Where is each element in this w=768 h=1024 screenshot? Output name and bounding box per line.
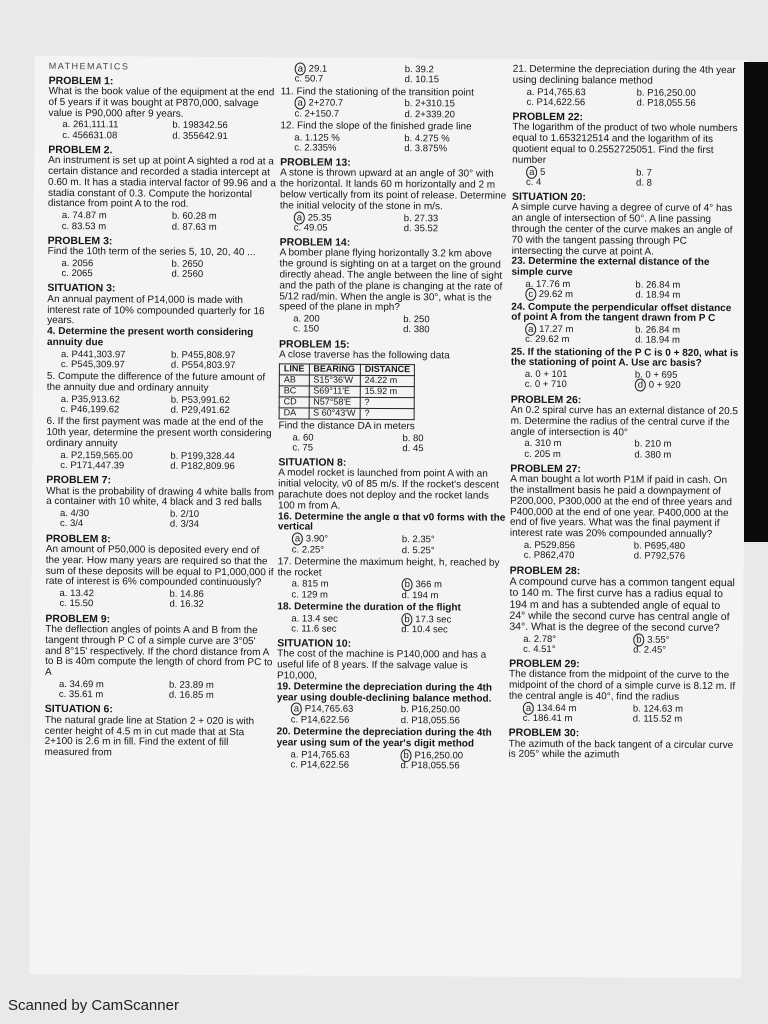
problem-text: A simple curve having a degree of curve of 4° has an angle of intersection of 50°. A line passing through the center of the curve makes an angle of 70 with the tangent passing through PC intersecting the curve at point A. [511, 202, 733, 258]
choice: a 25.35 [294, 213, 398, 224]
table-row [279, 386, 414, 398]
circled-answer-mark: c [525, 288, 536, 301]
choices [280, 213, 508, 235]
scan-edge-shadow [744, 62, 768, 542]
problem-text: A man bought a lot worth P1M if paid in cash. On the installment basis he paid a downpayment of P200,000, P300,000 at the end of three years and P400,000 at the end of one year. P400,000 at the end of five years. What was the final payment if interest rate was 20% compounded annually? [509, 473, 732, 541]
choice: d. 3/34 [169, 519, 200, 531]
table-cell: CD [279, 397, 309, 408]
choice: b. 26.84 m [635, 279, 681, 291]
problem-block [277, 557, 505, 601]
problem-block [509, 728, 737, 762]
choice: d. 16.85 m [168, 689, 214, 702]
choice: c. 4 [526, 176, 542, 188]
problem-text: A model rocket is launched from point A with an initial velocity, v0 of 85 m/s. If the rocket's descent parachute does not deploy and the rocket lands 100 m from A. [278, 467, 499, 512]
choice: d. 2.45° [633, 644, 667, 656]
choice: b 17.3 sec [401, 615, 505, 626]
choice: b. 2650 [171, 258, 204, 270]
choice: d. P18,055.56 [400, 714, 460, 727]
problem-heading: SITUATION 3: [47, 282, 116, 295]
choice: d. P792,576 [633, 550, 686, 563]
problem-text: An amount of P50,000 is deposited every end of the year. How many years are required so that the sum of these deposits will be equal to P1,000,000 if rate of interest is 6% compounded continuously? [45, 543, 274, 589]
choices [277, 614, 505, 636]
choice: b. 210 m [634, 438, 672, 451]
choice: d. 3.875% [404, 142, 448, 155]
table-cell: S69°11'E [309, 386, 360, 397]
choice: d. 355642.91 [172, 130, 228, 142]
problem-text: The logarithm of the product of two whole numbers equal to 1.653212514 and the logarithm of its quotient equal to 0.2552725051. Find the first number [512, 122, 738, 166]
choice: a. 2.78° [523, 633, 557, 645]
choice: c. 15.50 [59, 598, 94, 610]
choice: d. 18.94 m [635, 289, 681, 302]
problem-block [512, 192, 740, 259]
choice: a. P14,765.63 [290, 748, 350, 761]
problem-text: An annual payment of P14,000 is made with interest rate of 10% compounded quarterly for 16 years. [47, 293, 265, 327]
choices [509, 634, 737, 656]
choice: a. 17.76 m [525, 278, 571, 291]
choices [280, 99, 508, 121]
choice: c. 49.05 [293, 222, 328, 234]
problem-text: 4. Determine the present worth considering annuity due [47, 326, 254, 349]
choice: b. 2.35° [401, 534, 435, 546]
choices [45, 680, 273, 702]
circled-answer-mark: b [401, 749, 412, 762]
choice: d 0 + 920 [635, 381, 739, 392]
circled-answer-mark: b [633, 633, 644, 646]
problem-text: 16. Determine the angle α that v0 forms with the vertical [277, 510, 506, 533]
circled-answer-mark: a [294, 97, 305, 110]
problem-text: 20. Determine the depreciation during the 4th year using sum of the year's digit method [276, 726, 492, 750]
choices [47, 350, 275, 372]
problem-block [45, 534, 273, 611]
choice: d. 16.32 [169, 599, 204, 611]
choice: b. 39.2 [404, 64, 434, 76]
choice: b. 26.84 m [635, 324, 681, 336]
choice: d. P182,809.96 [170, 460, 235, 472]
choice: b. 124.63 m [632, 703, 684, 715]
problem-heading: PROBLEM 30: [508, 726, 580, 740]
problem-heading: PROBLEM 22: [512, 110, 584, 124]
problem-heading: SITUATION 20: [511, 190, 586, 204]
choice: a. P441,303.97 [60, 348, 126, 361]
problem-block [276, 727, 504, 771]
choice: c. 3/4 [59, 518, 84, 530]
choice: b 3.55° [633, 635, 737, 646]
choice: c. 150 [293, 323, 320, 336]
problem-text: The natural grade line at Station 2 + 020 is with center height of 4.5 m in cut made that at Sta 2+100 is 2.6 m in fill. Find the extent of fill measured from [44, 714, 255, 759]
problem-block [46, 475, 274, 531]
problem-block [510, 464, 739, 563]
table-cell: S15°36'W [309, 375, 360, 386]
choice: b. P16,250.00 [636, 87, 696, 99]
table-cell: BEARING [309, 364, 360, 375]
choice: a 134.64 m [523, 704, 627, 715]
choice: d. 115.52 m [632, 713, 683, 725]
problem-heading: PROBLEM 8: [45, 532, 111, 545]
table-cell: DA [279, 408, 309, 419]
choices [510, 541, 738, 563]
problem-text: The distance from the midpoint of the curve to the midpoint of the chord of a simple curve is 8.12 m. If the central angle is 40°, find the radius [508, 669, 736, 703]
choice: d. 2+339.20 [404, 108, 455, 120]
table-cell: ? [360, 408, 414, 419]
choice: a. 310 m [524, 438, 562, 450]
problem-block [280, 121, 508, 155]
choice: c. P545,309.97 [60, 358, 125, 371]
table-cell: 15.92 m [360, 386, 414, 397]
table-row [279, 364, 414, 376]
choices [278, 433, 506, 455]
problem-text: 18. Determine the duration of the flight [277, 601, 461, 614]
problem-heading: PROBLEM 1: [48, 74, 114, 88]
choice: b. 14.86 [169, 588, 204, 600]
problem-block [45, 704, 273, 760]
choice: c. 35.61 m [58, 689, 104, 701]
choices [511, 370, 739, 392]
choices [47, 259, 275, 281]
choices [510, 439, 738, 461]
choice: b. P53,991.62 [170, 394, 230, 406]
choice: a. 261,111.11 [62, 119, 119, 131]
choice: a. 200 [293, 313, 320, 325]
circled-answer-mark: b [401, 613, 412, 626]
problem-heading: PROBLEM 29: [509, 657, 580, 671]
problem-heading: PROBLEM 27: [510, 462, 581, 476]
choice: a. 2056 [61, 257, 94, 270]
choice: a. P35,913.62 [60, 393, 120, 406]
problem-block [510, 394, 738, 461]
choices [276, 750, 504, 772]
table-cell: DISTANCE [360, 364, 414, 375]
problem-text: An 0.2 spiral curve has an external distance of 20.5 m. Determine the radius of the central curve if the angle of intersection is 40° [510, 404, 739, 439]
problem-text: 12. Find the slope of the finished grade line [280, 120, 472, 133]
choice: a. P14,765.63 [526, 86, 586, 98]
problem-block [511, 347, 739, 391]
scanned-sheet [29, 56, 747, 978]
choice: c. 2.335% [294, 142, 337, 154]
choice: c. P14,622.56 [290, 714, 350, 726]
choice: c. 2065 [61, 268, 93, 280]
choice: b. 80 [402, 432, 424, 444]
column-3 [509, 65, 741, 763]
column-1 [45, 62, 277, 760]
choice: b. 198342.56 [172, 120, 228, 132]
choice: b. P695,480 [633, 540, 686, 552]
choice: a. P529,856 [523, 539, 576, 552]
problem-heading: PROBLEM 26: [510, 393, 582, 406]
problem-block [280, 87, 508, 121]
problem-text: 19. Determine the depreciation during the 4th year using double-declining balance method. [276, 681, 493, 705]
choices [48, 211, 276, 233]
choice: a. P2,159,565.00 [60, 449, 133, 462]
problem-text: 24. Compute the perpendicular offset distance of point A from the tangent drawn from P C [511, 301, 732, 325]
problem-text: 6. If the first payment was made at the end of the 10th year, determine the present worth considering ordinary annuity [46, 416, 272, 450]
problem-block [277, 638, 505, 683]
choices [509, 703, 737, 725]
choice: b. P455,808.97 [170, 349, 236, 361]
choice: b. P199,328.44 [170, 450, 235, 462]
choices [512, 167, 740, 189]
choice: c. P14,622.56 [290, 759, 350, 771]
problem-text: Find the distance DA in meters [278, 420, 415, 433]
choice: d. 10.15 [404, 74, 440, 86]
problem-block [279, 237, 508, 336]
problem-block [281, 64, 509, 86]
choice: a. 815 m [291, 578, 329, 590]
problem-heading: SITUATION 6: [44, 703, 113, 716]
problem-text: What is the book value of the equipment at the end of 5 years if it was bought at P870,000, salvage value is P90,000 after 9 years. [48, 85, 275, 120]
problem-heading: SITUATION 10: [277, 637, 352, 650]
choices [280, 133, 508, 155]
choice: d. 8 [636, 177, 652, 189]
problem-block [513, 65, 741, 109]
column-2 [276, 63, 508, 773]
problem-text: 25. If the stationing of the P C is 0 + 820, what is the stationing of point A. Use arc basis? [510, 346, 739, 370]
problem-text: A bomber plane flying horizontally 3.2 km above the ground is sighting on at a target on the ground directly ahead. The angle between the line of sight and the path of the plane is changing at the rate of 5/12 rad/min. When the angle is 30°, what is the speed of the plane in mph? [279, 247, 503, 314]
choice: b. 7 [636, 167, 653, 179]
circled-answer-mark: a [295, 62, 306, 75]
problem-heading: PROBLEM 14: [279, 236, 351, 249]
choice: a. 60 [292, 432, 314, 444]
table-row [279, 397, 414, 409]
circled-answer-mark: a [291, 703, 302, 716]
choices [277, 580, 505, 602]
problem-block [509, 659, 737, 726]
choice: d. 2560 [171, 268, 204, 280]
choice: b. 27.33 [403, 212, 439, 224]
choice: a. 4/30 [59, 508, 90, 520]
problem-block [280, 157, 508, 234]
problem-heading: PROBLEM 13: [280, 156, 351, 169]
choices [278, 535, 506, 557]
choice: a P14,765.63 [291, 705, 395, 716]
circled-answer-mark: a [526, 165, 537, 178]
choice: d. 87.63 m [171, 221, 217, 233]
problem-heading: SITUATION 8: [278, 456, 347, 469]
problem-text: 17. Determine the maximum height, h, reached by the rocket [277, 556, 500, 579]
choice: c 29.62 m [525, 290, 629, 301]
choice: d. 380 m [634, 449, 672, 461]
choice: d. P18,055.56 [636, 97, 696, 109]
problem-block [278, 457, 506, 513]
choice: d. 380 [403, 324, 430, 336]
problem-block [47, 236, 275, 281]
problem-text: 5. Compute the difference of the future amount of the annuity due and ordinary annuity [46, 371, 266, 394]
traverse-table [279, 363, 416, 420]
choices [511, 325, 739, 347]
problem-heading: PROBLEM 3: [47, 234, 113, 248]
choice: d. 45 [402, 442, 424, 455]
table-cell: S 60°43'W [309, 408, 360, 419]
problem-block [48, 145, 277, 233]
choice: b. 2/10 [169, 508, 200, 520]
problem-text: 23. Determine the external distance of the simple curve [511, 256, 710, 279]
choice: c. 205 m [524, 448, 561, 460]
choices [48, 120, 276, 142]
problem-block [511, 257, 739, 301]
choices [513, 87, 741, 109]
problem-block [512, 112, 740, 189]
choice: c. 186.41 m [522, 712, 573, 725]
choice: c. 2.25° [291, 543, 325, 556]
choices [511, 280, 739, 302]
choice: c. 11.6 sec [291, 623, 337, 635]
choice: a 5 [526, 167, 630, 178]
problem-block [48, 76, 276, 143]
choice: b. P16,250.00 [400, 704, 461, 716]
table-cell: N57°58'E [309, 397, 360, 408]
table-row [279, 375, 414, 387]
problem-text: Find the 10th term of the series 5, 10, 20, 40 ... [47, 245, 256, 259]
choice: b. 250 [403, 314, 430, 326]
choice: a. 13.4 sec [291, 613, 338, 625]
choice: d. 10.4 sec [401, 623, 448, 636]
circled-answer-mark: a [523, 702, 534, 715]
problem-heading: PROBLEM 2. [48, 143, 113, 157]
choice: a 29.1 [295, 64, 399, 75]
choice: d. P18,055.56 [400, 759, 460, 772]
choices [47, 395, 275, 417]
scanner-watermark: Scanned by CamScanner [8, 997, 179, 1014]
choice: d. P29,491.62 [170, 404, 230, 417]
choice: c. P46,199.62 [60, 404, 120, 416]
choice: a. 0 + 101 [524, 369, 568, 381]
problem-text: A compound curve has a common tangent equal to 140 m. The first curve has a radius equal to 194 m and has a subtended angle of equal to 24° while the second curve has central angle of 34°. What is the degree of the second curve? [509, 575, 735, 635]
choice: c. 75 [292, 442, 314, 454]
problem-block [47, 283, 275, 328]
circled-answer-mark: a [525, 323, 536, 336]
problem-text: What is the probability of drawing 4 white balls from a container with 10 white, 4 black and 3 red balls [46, 485, 275, 509]
choice: a. 1.125 % [294, 132, 340, 144]
choice: a 3.90° [292, 535, 396, 546]
problem-text: 21. Determine the depreciation during the 4th year using declining balance method [512, 63, 736, 87]
circled-answer-mark: d [635, 379, 646, 392]
choices [281, 64, 509, 86]
choice: c. 50.7 [294, 73, 324, 85]
problem-block [47, 372, 275, 416]
choices [46, 451, 274, 473]
choice: a. 34.69 m [58, 678, 104, 691]
page-header: MATHEMATICS [48, 60, 130, 72]
circled-answer-mark: a [292, 533, 303, 546]
problem-text: The cost of the machine is P140,000 and has a useful life of 8 years. If the salvage value is P10,000, [276, 648, 487, 682]
table-row [279, 408, 414, 420]
problem-block [277, 682, 505, 726]
problem-block [45, 614, 274, 702]
choice: c. 29.62 m [525, 334, 570, 346]
choice: c. 83.53 m [61, 220, 107, 232]
problem-block [509, 565, 738, 656]
choice: d. P554,803.97 [170, 359, 236, 372]
table-cell: AB [279, 375, 309, 386]
problem-text: The azimuth of the back tangent of a circular curve is 205° while the azimuth [508, 738, 734, 761]
choice: b. 60.28 m [171, 210, 217, 223]
choices [279, 315, 507, 337]
table-cell: BC [279, 386, 309, 397]
choice: a. 74.87 m [61, 210, 107, 222]
table-cell: 24.22 m [360, 375, 414, 386]
choice: c. P14,622.56 [526, 96, 586, 109]
choice: d. 5.25° [401, 544, 435, 556]
problem-heading: PROBLEM 7: [46, 474, 112, 487]
choice: b 366 m [402, 580, 506, 591]
choices [277, 705, 505, 727]
problem-block [278, 339, 507, 455]
choice: a 2+270.7 [294, 99, 398, 110]
table-cell: LINE [279, 364, 309, 375]
problem-block [277, 602, 505, 636]
problem-text: A close traverse has the following data [278, 349, 450, 362]
choice: c. 129 m [291, 589, 328, 601]
choice: b. 2+310.15 [404, 98, 456, 110]
choice: c. 0 + 710 [524, 379, 567, 391]
choice: d. 18.94 m [635, 334, 681, 347]
problem-text: 11. Find the stationing of the transition point [280, 85, 474, 99]
problem-block [511, 302, 739, 346]
choice: a. 13.42 [59, 588, 94, 600]
choices [45, 589, 273, 611]
choice: b. 0 + 695 [634, 369, 678, 381]
problem-text: The deflection angles of points A and B from the tangent through P C of a simple curve are 3°05' and 8°15' respectively. If the chord distance from A to B is 40m compute the length of chord from PC to A [45, 623, 273, 679]
choice: d. 194 m [401, 589, 439, 601]
problem-heading: PROBLEM 9: [45, 612, 111, 625]
problem-heading: PROBLEM 15: [279, 338, 350, 351]
choice: a 17.27 m [525, 325, 629, 336]
table-cell: ? [360, 397, 414, 408]
choice: c. P171,447.39 [60, 459, 125, 472]
problem-text: An instrument is set up at point A sighted a rod at a certain distance and recorded a stadia intercept at 0.60 m. It has a stadia interval factor of 99.96 and a stadia constant of 0.3. Compute the horizontal distance from point A to the rod. [47, 155, 276, 211]
choice: d. 35.52 [403, 222, 439, 235]
choice: c. 2+150.7 [294, 107, 340, 120]
choice: b. 23.89 m [168, 679, 214, 691]
choice: b. 4.275 % [404, 132, 450, 144]
problem-heading: PROBLEM 28: [509, 564, 581, 577]
problem-block [47, 327, 275, 371]
problem-block [46, 417, 274, 472]
choice: b P16,250.00 [401, 751, 505, 762]
problem-block [278, 512, 506, 556]
choice: c. 4.51° [523, 643, 556, 655]
choice: c. P862,470 [523, 550, 575, 562]
circled-answer-mark: b [402, 578, 413, 591]
circled-answer-mark: a [294, 211, 305, 224]
problem-text: A stone is thrown upward at an angle of 30° with the horizontal. It lands 60 m horizontally and 2 m below vertically from its point of release. Determine the initial velocity of the stone in m/s. [279, 167, 507, 213]
choice: c. 456631.08 [62, 129, 118, 142]
choices [46, 509, 274, 531]
